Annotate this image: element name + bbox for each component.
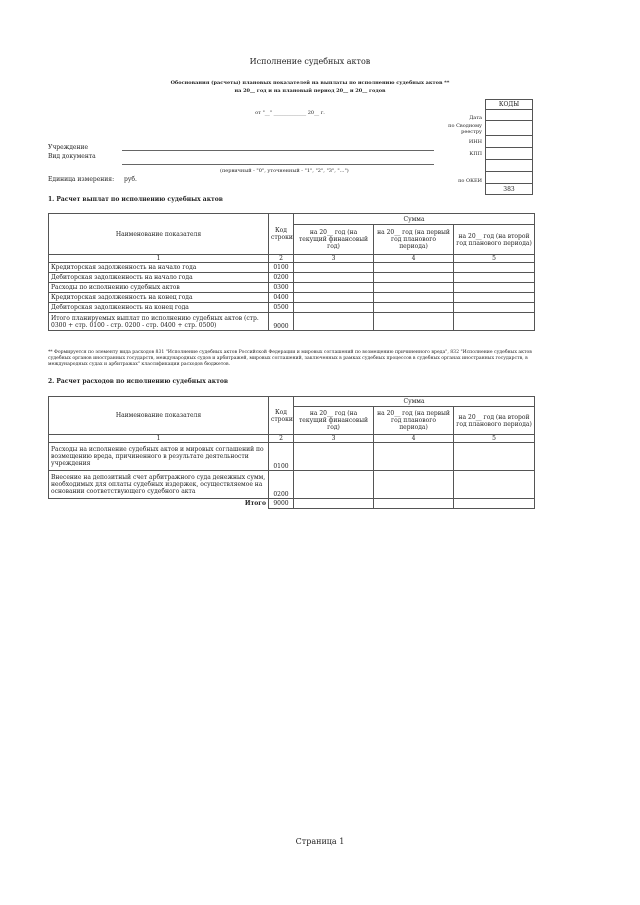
row-name: Дебиторская задолженность на начало года — [49, 273, 269, 283]
total-label: Итого — [49, 499, 269, 509]
s1-head-code: Код строки — [269, 214, 294, 255]
table-row — [49, 443, 535, 471]
row-code: 0200 — [269, 471, 294, 499]
value-cell[interactable] — [374, 313, 454, 331]
value-cell[interactable] — [374, 263, 454, 273]
date-label: Дата — [469, 115, 482, 121]
okei-label: по ОКЕИ — [458, 178, 482, 184]
subtitle-line1: Обоснования (расчеты) плановых показателей на выплаты по исполнению судебных актов ** — [170, 80, 450, 86]
row-code: 0100 — [269, 443, 294, 471]
section1-title: 1. Расчет выплат по исполнению судебных актов — [48, 196, 223, 203]
s2-head-current: на 20__ год (на текущий финансовый год) — [294, 407, 374, 435]
doc-type-field[interactable] — [122, 164, 434, 165]
value-cell[interactable] — [454, 471, 535, 499]
row-name: Расходы по исполнению судебных актов — [49, 283, 269, 293]
codes-table — [485, 99, 533, 195]
institution-field[interactable] — [122, 150, 434, 151]
subtitle-line2: на 20__ год и на плановый период 20__ и 20__ годов — [234, 88, 386, 94]
value-cell[interactable] — [454, 303, 535, 313]
value-cell[interactable] — [294, 303, 374, 313]
table-row — [49, 283, 535, 293]
page-title: Исполнение судебных актов — [249, 57, 371, 66]
empty-cell-2[interactable] — [486, 172, 533, 184]
row-name: Кредиторская задолженность на начало года — [49, 263, 269, 273]
unit-label: Единица измерения: — [48, 176, 115, 183]
registry-cell[interactable] — [486, 121, 533, 136]
date-cell[interactable] — [486, 110, 533, 121]
page-number: Страница 1 — [295, 837, 345, 846]
s2-head-name: Наименование показателя — [49, 397, 269, 435]
value-cell[interactable] — [294, 283, 374, 293]
s1-head-name: Наименование показателя — [49, 214, 269, 255]
value-cell[interactable] — [294, 263, 374, 273]
value-cell[interactable] — [374, 303, 454, 313]
s2-head-sum: Сумма — [294, 397, 535, 407]
s1-head-second: на 20__ год (на второй год планового периода) — [454, 225, 535, 255]
value-cell[interactable] — [374, 499, 454, 509]
row-code: 0100 — [269, 263, 294, 273]
s2-head-code: Код строки — [269, 397, 294, 435]
s1-num-2: 2 — [269, 255, 294, 263]
kpp-label: КПП — [469, 151, 482, 157]
table-row — [49, 313, 535, 331]
okei-value: 383 — [486, 184, 533, 195]
s1-num-3: 3 — [294, 255, 374, 263]
registry-label: по Сводному реестру — [448, 123, 482, 135]
value-cell[interactable] — [374, 293, 454, 303]
table-row — [49, 471, 535, 499]
empty-cell[interactable] — [486, 160, 533, 172]
s1-head-first: на 20__ год (на первый год планового периода) — [374, 225, 454, 255]
s1-num-4: 4 — [374, 255, 454, 263]
s1-num-1: 1 — [49, 255, 269, 263]
value-cell[interactable] — [294, 499, 374, 509]
doc-type-label: Вид документа — [48, 153, 96, 160]
row-code: 9000 — [269, 313, 294, 331]
total-code: 9000 — [269, 499, 294, 509]
institution-label: Учреждение — [48, 144, 89, 151]
s2-num-3: 3 — [294, 435, 374, 443]
footnote: ** Формируется по элементу вида расходов 831 "Исполнение судебных актов Российской Федерации и мировых соглашений по возмещению причиненного вреда", 832 "Исполнение судебных актов судебных органов иностранных государств, международных судов и арбитражей, мировых соглашений, заключенных в рамках судебных процессов в судебных органах иностранных государств, в международных судах и арбитражах" классификации расходов бюджетов. — [48, 350, 532, 367]
codes-header: КОДЫ — [486, 100, 533, 110]
table-row — [49, 303, 535, 313]
section1-table — [48, 213, 535, 331]
unit-value: руб. — [124, 176, 137, 183]
row-name: Расходы на исполнение судебных актов и мировых соглашений по возмещению вреда, причиненного в результате деятельности учреждения — [49, 443, 269, 471]
row-name: Внесение на депозитный счет арбитражного суда денежных сумм, необходимых для оплаты судебных издержек, осуществляемое на основании соответствующего судебного акта — [49, 471, 269, 499]
value-cell[interactable] — [454, 263, 535, 273]
s2-num-4: 4 — [374, 435, 454, 443]
value-cell[interactable] — [374, 443, 454, 471]
table-row — [49, 263, 535, 273]
kpp-cell[interactable] — [486, 148, 533, 160]
row-code: 0200 — [269, 273, 294, 283]
value-cell[interactable] — [294, 443, 374, 471]
value-cell[interactable] — [374, 471, 454, 499]
s2-head-second: на 20__ год (на второй год планового периода) — [454, 407, 535, 435]
value-cell[interactable] — [454, 443, 535, 471]
inn-cell[interactable] — [486, 136, 533, 148]
s1-head-current: на 20__ год (на текущий финансовый год) — [294, 225, 374, 255]
doc-type-hint: (первичный - "0", уточненный - "1", "2", "3", "...") — [220, 168, 349, 174]
row-name: Дебиторская задолженность на конец года — [49, 303, 269, 313]
value-cell[interactable] — [454, 283, 535, 293]
value-cell[interactable] — [374, 273, 454, 283]
table-row — [49, 293, 535, 303]
date-line: от "__" _____________ 20__ г. — [255, 110, 325, 116]
section2-title: 2. Расчет расходов по исполнению судебных актов — [48, 378, 228, 385]
s2-head-first: на 20__ год (на первый год планового периода) — [374, 407, 454, 435]
section2-table — [48, 396, 535, 509]
value-cell[interactable] — [454, 273, 535, 283]
row-code: 0300 — [269, 283, 294, 293]
value-cell[interactable] — [374, 283, 454, 293]
value-cell[interactable] — [294, 471, 374, 499]
value-cell[interactable] — [294, 313, 374, 331]
s1-head-sum: Сумма — [294, 214, 535, 225]
value-cell[interactable] — [294, 273, 374, 283]
row-code: 0500 — [269, 303, 294, 313]
row-code: 0400 — [269, 293, 294, 303]
value-cell[interactable] — [454, 499, 535, 509]
s1-num-5: 5 — [454, 255, 535, 263]
s2-num-5: 5 — [454, 435, 535, 443]
value-cell[interactable] — [454, 293, 535, 303]
s2-num-1: 1 — [49, 435, 269, 443]
value-cell[interactable] — [294, 293, 374, 303]
row-name: Итого планируемых выплат по исполнению судебных актов (стр. 0300 + стр. 0100 - стр. 0200 - стр. 0400 + стр. 0500) — [49, 313, 269, 331]
inn-label: ИНН — [468, 139, 482, 145]
table-row — [49, 273, 535, 283]
s2-num-2: 2 — [269, 435, 294, 443]
total-row — [49, 499, 535, 509]
row-name: Кредиторская задолженность на конец года — [49, 293, 269, 303]
value-cell[interactable] — [454, 313, 535, 331]
